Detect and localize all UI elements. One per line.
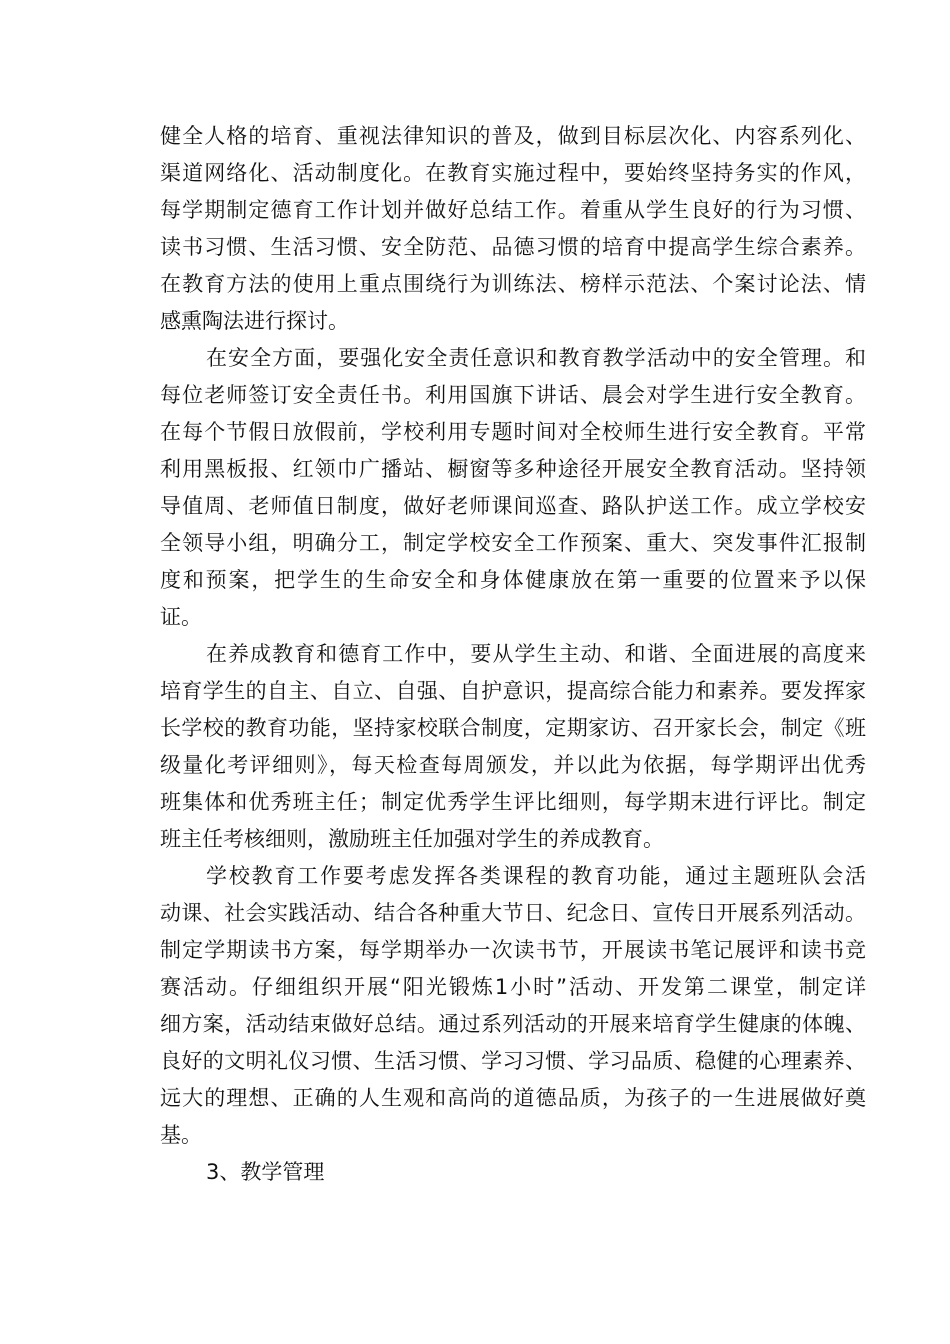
text-line: 健全人格的培育、重视法律知识的普及，做到目标层次化、内容系列化、: [160, 124, 866, 148]
text-line: 学校教育工作要考虑发挥各类课程的教育功能，通过主题班队会活: [206, 864, 866, 888]
text-line: 级量化考评细则》，每天检查每周颁发，并以此为依据，每学期评出优秀: [160, 753, 866, 777]
text-line: 证。: [160, 605, 202, 629]
text-line: 制定学期读书方案，每学期举办一次读书节，开展读书笔记展评和读书竞: [160, 938, 866, 962]
paragraph-education-goals: [160, 118, 866, 340]
text-line: 在安全方面，要强化安全责任意识和教育教学活动中的安全管理。和: [206, 346, 866, 370]
paragraph-curriculum-activities: [160, 858, 866, 1154]
text-line: 动课、社会实践活动、结合各种重大节日、纪念日、宣传日开展系列活动。: [160, 901, 866, 925]
text-line: 度和预案，把学生的生命安全和身体健康放在第一重要的位置来予以保: [160, 568, 866, 592]
text-line: 赛活动。仔细组织开展“阳光锻炼1小时”活动、开发第二课堂，制定详: [160, 975, 866, 999]
text-line: 每位老师签订安全责任书。利用国旗下讲话、晨会对学生进行安全教育。: [160, 383, 866, 407]
paragraph-moral-education: [160, 636, 866, 858]
text-line: 利用黑板报、红领巾广播站、橱窗等多种途径开展安全教育活动。坚持领: [160, 457, 866, 481]
text-line: 全领导小组，明确分工，制定学校安全工作预案、重大、突发事件汇报制: [160, 531, 866, 555]
text-line: 在教育方法的使用上重点围绕行为训练法、榜样示范法、个案讨论法、情: [160, 272, 866, 296]
document-body: [160, 118, 866, 1191]
text-line: 渠道网络化、活动制度化。在教育实施过程中，要始终坚持务实的作风，: [160, 161, 866, 185]
text-line: 班集体和优秀班主任；制定优秀学生评比细则，每学期末进行评比。制定: [160, 790, 866, 814]
text-line: 感熏陶法进行探讨。: [160, 309, 349, 333]
text-line: 在每个节假日放假前，学校利用专题时间对全校师生进行安全教育。平常: [160, 420, 866, 444]
text-line: 培育学生的自主、自立、自强、自护意识，提高综合能力和素养。要发挥家: [160, 679, 866, 703]
paragraph-safety: [160, 340, 866, 636]
text-line: 基。: [160, 1123, 202, 1147]
section-heading: 3、教学管理: [206, 1160, 325, 1184]
text-line: 长学校的教育功能，坚持家校联合制度，定期家访、召开家长会，制定《班: [160, 716, 866, 740]
text-line: 每学期制定德育工作计划并做好总结工作。着重从学生良好的行为习惯、: [160, 198, 866, 222]
text-line: 良好的文明礼仪习惯、生活习惯、学习习惯、学习品质、稳健的心理素养、: [160, 1049, 866, 1073]
text-line: 细方案，活动结束做好总结。通过系列活动的开展来培育学生健康的体魄、: [160, 1012, 866, 1036]
text-line: 远大的理想、正确的人生观和高尚的道德品质，为孩子的一生进展做好奠: [160, 1086, 866, 1110]
text-line: 读书习惯、生活习惯、安全防范、品德习惯的培育中提高学生综合素养。: [160, 235, 866, 259]
text-line: 班主任考核细则，激励班主任加强对学生的养成教育。: [160, 827, 664, 851]
text-line: 导值周、老师值日制度，做好老师课间巡查、路队护送工作。成立学校安: [160, 494, 866, 518]
text-line: 在养成教育和德育工作中，要从学生主动、和谐、全面进展的高度来: [206, 642, 866, 666]
